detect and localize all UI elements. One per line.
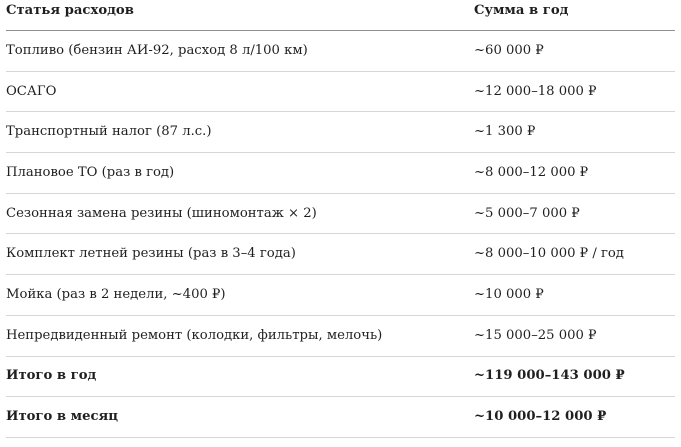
amount-cell: ~15 000–25 000 ₽ xyxy=(474,327,597,343)
total-row-year xyxy=(6,357,675,398)
total-year-amount: ~119 000–143 000 ₽ xyxy=(474,368,625,384)
table-row xyxy=(6,112,675,153)
amount-cell: ~8 000–12 000 ₽ xyxy=(474,164,589,180)
item-cell: Сезонная замена резины (шиномонтаж × 2) xyxy=(6,205,317,221)
expense-table xyxy=(6,0,675,438)
header-item: Статья расходов xyxy=(6,3,134,18)
table-row xyxy=(6,275,675,316)
table-row xyxy=(6,234,675,275)
item-cell: ОСАГО xyxy=(6,83,57,99)
amount-cell: ~8 000–10 000 ₽ / год xyxy=(474,246,624,262)
table-header-row xyxy=(6,0,675,31)
table-row xyxy=(6,194,675,235)
amount-cell: ~12 000–18 000 ₽ xyxy=(474,83,597,99)
table-row xyxy=(6,316,675,357)
item-cell: Топливо (бензин АИ-92, расход 8 л/100 км) xyxy=(6,42,308,58)
item-cell: Мойка (раз в 2 недели, ~400 ₽) xyxy=(6,286,226,302)
table-row xyxy=(6,31,675,72)
amount-cell: ~10 000 ₽ xyxy=(474,286,544,302)
header-amount: Сумма в год xyxy=(474,3,569,18)
item-cell: Комплект летней резины (раз в 3–4 года) xyxy=(6,246,296,262)
total-month-amount: ~10 000–12 000 ₽ xyxy=(474,409,607,425)
table-row xyxy=(6,72,675,113)
amount-cell: ~5 000–7 000 ₽ xyxy=(474,205,580,221)
total-row-month xyxy=(6,397,675,438)
total-month-label: Итого в месяц xyxy=(6,409,119,425)
table-row xyxy=(6,153,675,194)
amount-cell: ~60 000 ₽ xyxy=(474,42,544,58)
total-year-label: Итого в год xyxy=(6,368,97,384)
item-cell: Непредвиденный ремонт (колодки, фильтры, мелочь) xyxy=(6,327,383,343)
item-cell: Плановое ТО (раз в год) xyxy=(6,164,175,180)
item-cell: Транспортный налог (87 л.с.) xyxy=(6,124,212,140)
amount-cell: ~1 300 ₽ xyxy=(474,124,536,140)
